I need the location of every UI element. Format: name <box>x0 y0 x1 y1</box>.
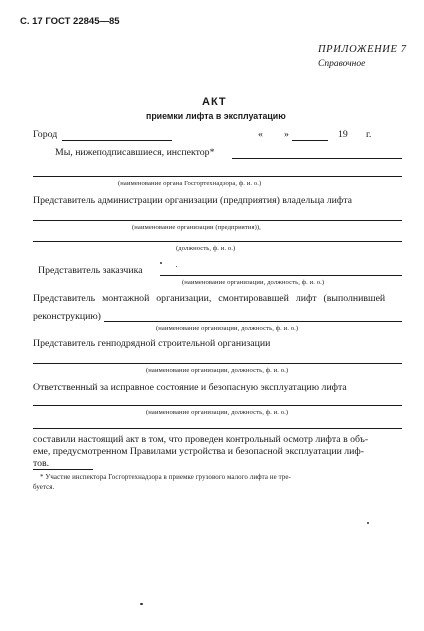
month-field[interactable] <box>292 140 328 141</box>
appendix-subtitle: Справочное <box>318 59 366 69</box>
responsible-rep-label: Ответственный за исправное состояние и безопасную эксплуатацию лифта <box>33 382 347 393</box>
intro-label: Мы, нижеподписавшиеся, инспектор* <box>55 147 215 158</box>
scan-speck <box>160 262 162 264</box>
conclusion-line-1: составили настоящий акт в том, что проведен контрольный осмотр лифта в объ- <box>33 434 369 445</box>
scan-speck <box>176 266 177 267</box>
inspector-field-2[interactable] <box>33 176 402 177</box>
caption-general: (наименование организации, должность, ф. и. о.) <box>146 367 289 374</box>
footnote-line-2: буется. <box>33 484 55 491</box>
owner-person-field[interactable] <box>33 241 402 242</box>
inspector-field-1[interactable] <box>232 158 402 159</box>
caption-owner-person: (должность, ф. и. о.) <box>176 245 236 252</box>
scan-speck <box>140 603 143 605</box>
city-field[interactable] <box>62 140 172 141</box>
responsible-field[interactable] <box>33 405 402 406</box>
owner-rep-label: Представитель администрации организации (предприятия) владельца лифта <box>33 195 352 206</box>
conclusion-line-3: тов. <box>33 458 50 469</box>
scan-speck <box>367 522 369 524</box>
quote-open: « <box>258 129 263 140</box>
page-number-header: С. 17 ГОСТ 22845—85 <box>20 16 120 27</box>
caption-inspector: (наименование органа Госгортехнадзора, ф. и. о.) <box>118 180 262 187</box>
customer-field[interactable] <box>160 275 402 276</box>
owner-org-field[interactable] <box>33 220 402 221</box>
quote-close: » <box>284 129 289 140</box>
caption-owner-org: (наименование организации (предприятия)), <box>132 224 261 231</box>
caption-customer: (наименование организации, должность, ф. и. о.) <box>182 279 325 286</box>
caption-responsible: (наименование организации, должность, ф. и. о.) <box>146 409 289 416</box>
city-label: Город <box>33 129 58 140</box>
year-label: 19 <box>338 129 348 140</box>
act-title: АКТ <box>202 96 227 108</box>
footnote-rule <box>33 469 93 470</box>
installer-field[interactable] <box>104 321 402 322</box>
installer-rep-label-1: Представитель монтажной организации, смонтировавшей лифт (выполнившей <box>33 293 386 304</box>
caption-installer: (наименование организации, должность, ф. и. о.) <box>156 325 299 332</box>
extra-field[interactable] <box>33 428 402 429</box>
installer-rep-label-2: реконструкцию) <box>33 311 101 322</box>
conclusion-line-2: еме, предусмотренном Правилами устройства и безопасной эксплуатации лиф- <box>33 446 365 457</box>
general-rep-label: Представитель генподрядной строительной организации <box>33 338 271 349</box>
customer-rep-label: Представитель заказчика <box>38 265 143 276</box>
act-subtitle: приемки лифта в эксплуатацию <box>146 111 286 121</box>
general-field[interactable] <box>33 363 402 364</box>
footnote-line-1: * Участие инспектора Госгортехнадзора в приемке грузового малого лифта не тре- <box>40 474 291 481</box>
appendix-title: ПРИЛОЖЕНИЕ 7 <box>318 44 407 55</box>
year-suffix: г. <box>366 129 372 140</box>
